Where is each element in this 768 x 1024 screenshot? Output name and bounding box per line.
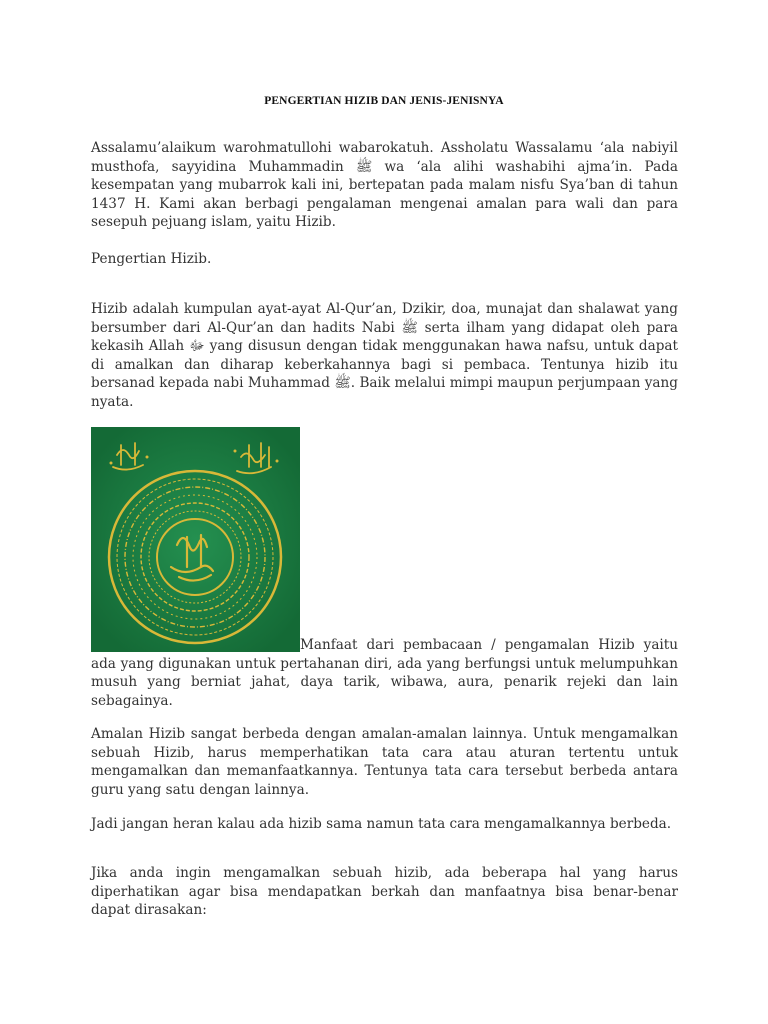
jika-paragraph: Jika anda ingin mengamalkan sebuah hizib, ada beberapa hal yang harus diperhatikan agar bisa mendapatkan berkah dan manfaatnya bisa benar-benar dapat dirasakan:: [91, 865, 678, 919]
manfaat-paragraph: Manfaat dari pembacaan / pengamalan Hizib yaitu ada yang digunakan untuk pertahanan diri, ada yang berfungsi untuk melumpuhkan musuh yang berniat jahat, daya tarik, wibawa, aura, penarik rejeki dan lain sebagainya.: [91, 637, 678, 709]
jadi-paragraph: Jadi jangan heran kalau ada hizib sama namun tata cara mengamalkannya berbeda.: [91, 816, 672, 832]
intro-paragraph: Assalamu’alaikum warohmatullohi wabarokatuh. Assholatu Wassalamu ‘ala nabiyil musthofa, sayyidina Muhammadin ﷺ wa ‘ala alihi washabihi ajma’in. Pada kesempatan yang mubarrok kali ini, bertepatan pada malam nisfu Sya’ban di tahun 1437 H. Kami akan berbagi pengalaman mengenai amalan para wali dan para sesepuh pejuang islam, yaitu Hizib.: [91, 140, 678, 231]
document-title: PENGERTIAN HIZIB DAN JENIS-JENISNYA: [264, 95, 504, 107]
definition-paragraph: Hizib adalah kumpulan ayat-ayat Al-Qur’an, Dzikir, doa, munajat dan shalawat yang bersumber dari Al-Qur’an dan hadits Nabi ﷺ serta ilham yang didapat oleh para kekasih Allah ﷻ yang disusun dengan tidak menggunakan hawa nafsu, untuk dapat di amalkan dan diharap keberkahannya bagi si pembaca. Tentunya hizib itu bersanad kepada nabi Muhammad ﷺ. Baik melalui mimpi maupun perjumpaan yang nyata.: [91, 301, 679, 410]
calligraphy-image: [91, 427, 300, 652]
amalan-paragraph: Amalan Hizib sangat berbeda dengan amalan-amalan lainnya. Untuk mengamalkan sebuah Hizib, harus memperhatikan tata cara atau aturan tertentu untuk mengamalkan dan memanfaatkannya. Tentunya tata cara tersebut berbeda antara guru yang satu dengan lainnya.: [91, 726, 678, 798]
section-heading: Pengertian Hizib.: [91, 251, 212, 267]
